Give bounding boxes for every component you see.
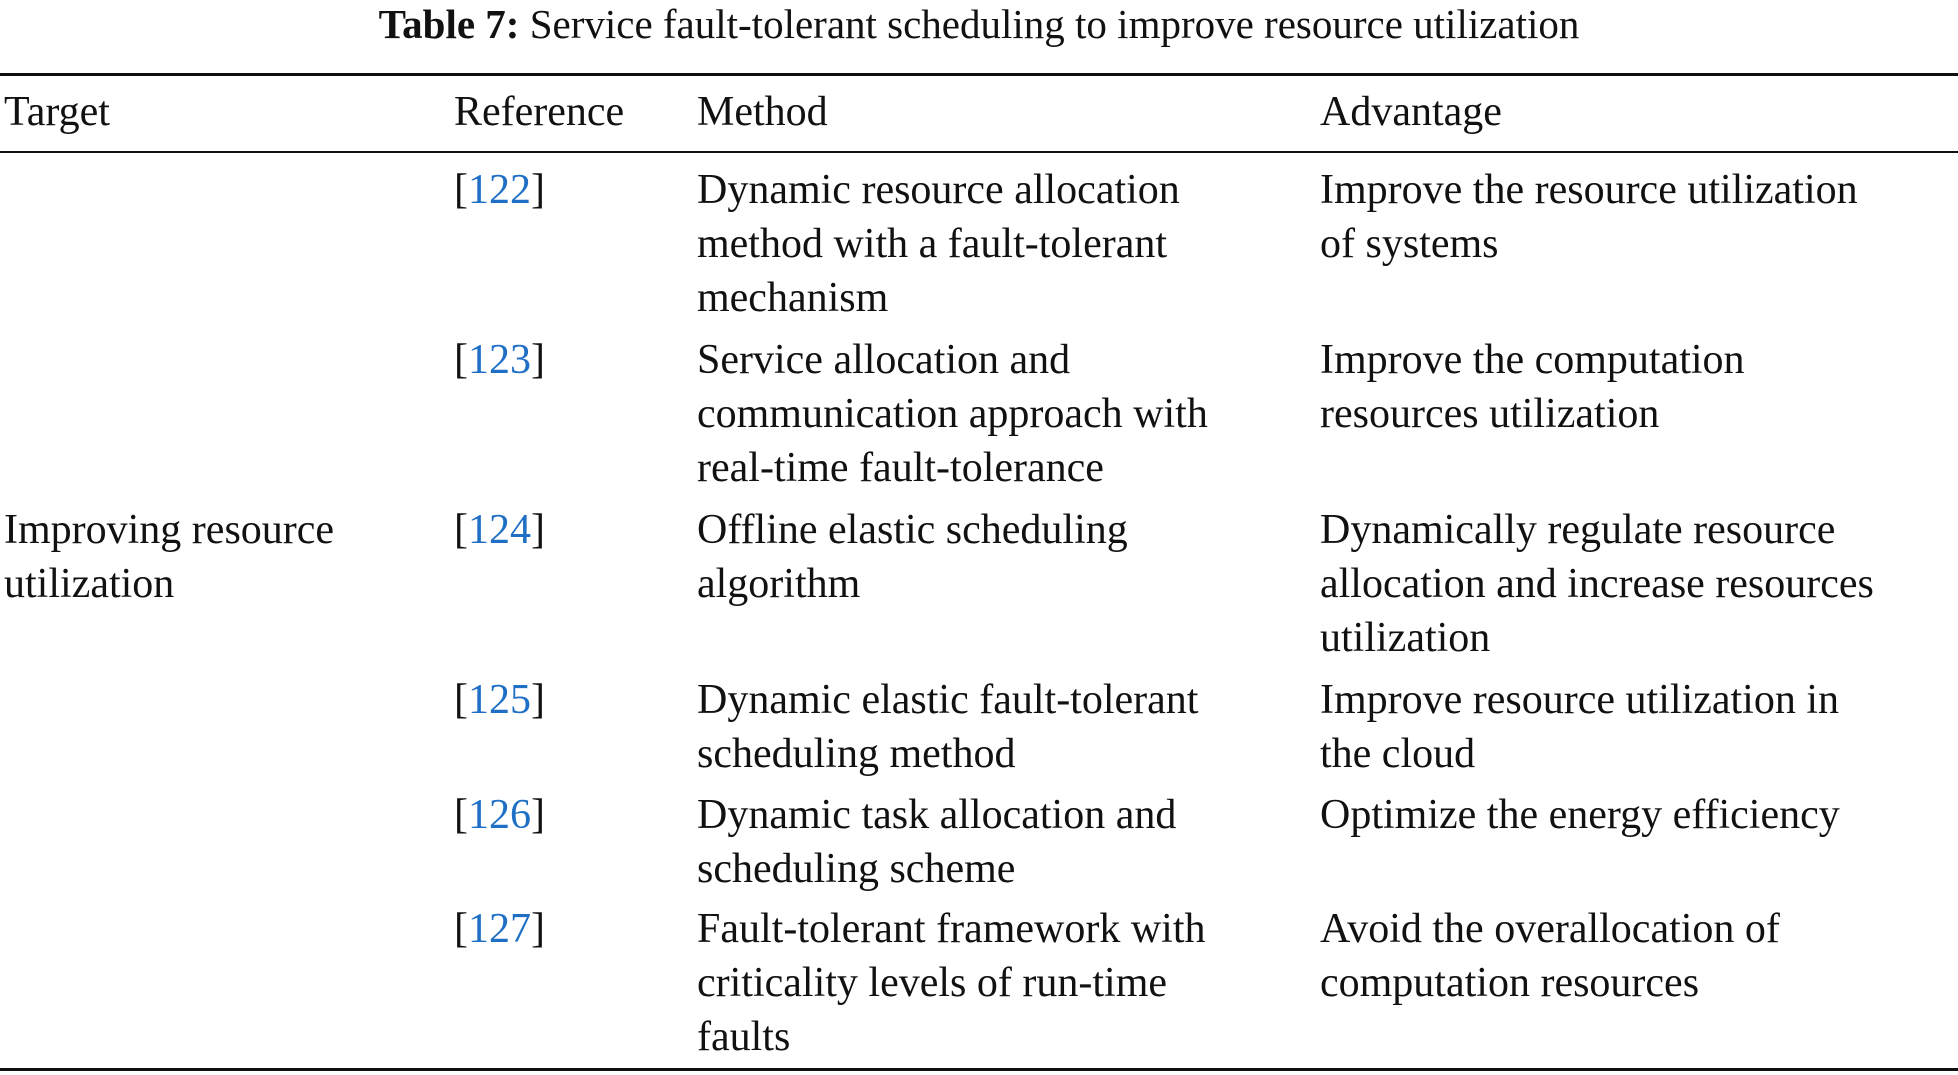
advantage-line: the cloud [1320, 731, 1476, 777]
table-top-rule [0, 73, 1958, 76]
reference-cell: [126] [454, 792, 545, 838]
method-line: real-time fault-tolerance [697, 445, 1104, 491]
advantage-cell [1320, 163, 1858, 271]
table-header-rule [0, 151, 1958, 153]
method-cell [697, 163, 1180, 325]
advantage-line: resources utilization [1320, 391, 1660, 437]
reference-link[interactable]: 124 [468, 507, 531, 553]
method-line: Dynamic task allocation and [697, 792, 1177, 838]
advantage-line: utilization [1320, 615, 1491, 661]
method-cell [697, 902, 1206, 1064]
advantage-cell [1320, 333, 1745, 441]
method-line: mechanism [697, 275, 889, 321]
advantage-line: of systems [1320, 221, 1499, 267]
reference-cell: [125] [454, 677, 545, 723]
reference-cell: [127] [454, 906, 545, 952]
advantage-cell [1320, 673, 1839, 781]
target-line: utilization [4, 561, 175, 607]
advantage-line: Avoid the overallocation of [1320, 906, 1780, 952]
reference-cell: [122] [454, 167, 545, 213]
target-cell [4, 503, 334, 611]
method-line: Dynamic resource allocation [697, 167, 1180, 213]
advantage-line: Improve the computation [1320, 337, 1745, 383]
advantage-cell [1320, 902, 1780, 1010]
reference-link[interactable]: 126 [468, 792, 531, 838]
reference-cell: [123] [454, 337, 545, 383]
target-line: Improving resource [4, 507, 335, 553]
advantage-line: Improve resource utilization in [1320, 677, 1839, 723]
method-cell [697, 788, 1176, 896]
method-line: communication approach with [697, 391, 1208, 437]
advantage-cell [1320, 788, 1840, 842]
method-cell [697, 503, 1128, 611]
header-method: Method [697, 89, 828, 135]
reference-link[interactable]: 123 [468, 337, 531, 383]
reference-cell: [124] [454, 507, 545, 553]
table-caption-label: Table 7: [378, 1, 520, 47]
method-line: faults [697, 1014, 791, 1060]
table-caption-text: Service fault-tolerant scheduling to improve resource utilization [529, 1, 1580, 47]
method-line: scheduling method [697, 731, 1016, 777]
method-line: criticality levels of run-time [697, 960, 1167, 1006]
header-advantage: Advantage [1320, 89, 1502, 135]
header-target: Target [4, 89, 110, 135]
advantage-line: computation resources [1320, 960, 1700, 1006]
advantage-cell [1320, 503, 1874, 665]
method-line: Offline elastic scheduling [697, 507, 1128, 553]
reference-link[interactable]: 125 [468, 677, 531, 723]
advantage-line: Optimize the energy efficiency [1320, 792, 1840, 838]
reference-link[interactable]: 127 [468, 906, 531, 952]
table-bottom-rule [0, 1068, 1958, 1071]
method-line: Service allocation and [697, 337, 1071, 383]
method-line: algorithm [697, 561, 861, 607]
advantage-line: allocation and increase resources [1320, 561, 1874, 607]
table-caption [0, 0, 1958, 58]
header-reference: Reference [454, 89, 625, 135]
method-line: scheduling scheme [697, 846, 1016, 892]
method-cell [697, 333, 1208, 495]
method-line: method with a fault-tolerant [697, 221, 1168, 267]
advantage-line: Improve the resource utilization [1320, 167, 1858, 213]
advantage-line: Dynamically regulate resource [1320, 507, 1836, 553]
reference-link[interactable]: 122 [468, 167, 531, 213]
method-line: Fault-tolerant framework with [697, 906, 1206, 952]
method-line: Dynamic elastic fault-tolerant [697, 677, 1199, 723]
method-cell [697, 673, 1198, 781]
